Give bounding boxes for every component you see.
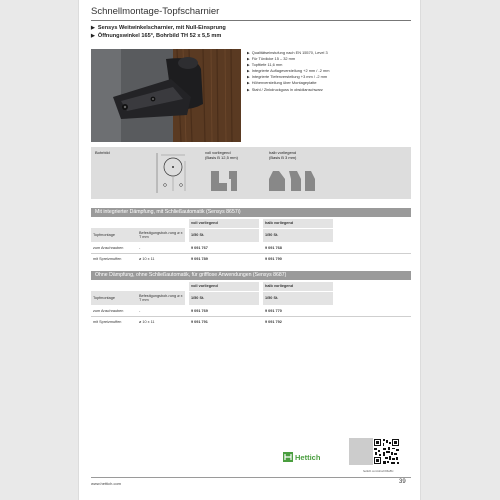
row-bohrung: - [137, 242, 185, 253]
feature-item: ▶ Höhenverstellung über Montageplatte [247, 80, 317, 86]
row-label: zum Anschrauben [91, 305, 137, 316]
article-number: 9 091 792 [263, 316, 333, 327]
section-heading-no-damping: Ohne Dämpfung, ohne Schließautomatik, für grifflose Anwendungen (Sensys 8687) [91, 271, 411, 280]
triangle-bullet-icon: ▶ [247, 75, 250, 80]
article-number: 9 091 769 [189, 305, 259, 316]
feature-item: ▶ Topftiefe 11,6 mm [247, 62, 283, 68]
row-bohrung: ø 10 x 11 [137, 316, 185, 327]
variant-voll-basis: (Basis B 12,5 mm) [205, 155, 238, 160]
row-bohrung: - [137, 305, 185, 316]
triangle-bullet-icon: ▶ [247, 69, 250, 74]
triangle-bullet-icon: ▶ [91, 33, 95, 39]
row-group-label: Topfmontage [91, 291, 137, 305]
variant-voll-title: voll vorliegend [205, 150, 231, 155]
product-table-no-damping [91, 282, 411, 327]
footer-rule [91, 477, 411, 478]
table-row [91, 316, 411, 327]
row-bohrung: ø 10 x 11 [137, 253, 185, 264]
triangle-bullet-icon: ▶ [247, 63, 250, 68]
article-number: 9 091 770 [263, 305, 333, 316]
row-label: mit Spreizmuffen [91, 253, 137, 264]
qr-url[interactable]: hettich.com/short/b5a5fc [363, 469, 394, 473]
variant-halb [269, 150, 296, 160]
title-rule [91, 20, 411, 21]
bohrbild-panel [91, 147, 411, 199]
qr-grey-tab [349, 438, 373, 465]
article-number: 9 091 768 [263, 242, 333, 253]
row-label: mit Spreizmuffen [91, 316, 137, 327]
subtitle-1: ▶ Sensys Weitwinkelscharnier, mit Null-Einsprung [91, 25, 226, 31]
qr-code-icon[interactable] [373, 438, 400, 465]
befestigung-header: Befestigungsboh-rung ø x T mm [137, 291, 185, 305]
bohrbild-label: Bohrbild [95, 150, 110, 155]
variant-voll [205, 150, 238, 160]
subtitle-2: ▶ Öffnungswinkel 165°, Bohrbild TH 52 x 5,5 mm [91, 33, 222, 39]
voll-vorliegend-diagram-icon [201, 167, 251, 195]
article-number: 9 091 789 [189, 253, 259, 264]
pack-halb: 1/50 St. [263, 228, 333, 242]
footer-url[interactable]: www.hettich.com [91, 481, 122, 486]
page-title: Schnellmontage-Topfscharnier [91, 6, 220, 17]
product-table-damping [91, 219, 411, 264]
pack-voll: 1/50 St. [189, 291, 259, 305]
page-number: 39 [399, 479, 406, 485]
table-row [91, 242, 411, 253]
feature-list [247, 50, 417, 93]
halb-vorliegend-diagram-icon [265, 167, 321, 195]
catalog-page [78, 0, 421, 500]
triangle-bullet-icon: ▶ [247, 81, 250, 86]
article-number: 9 091 790 [263, 253, 333, 264]
feature-item: ▶ Stahl / Zinkdruckguss in obsidianschwarz [247, 86, 323, 92]
section-heading-damping: Mit integrierter Dämpfung, mit Schließautomatik (Sensys 8657i) [91, 208, 411, 217]
triangle-bullet-icon: ▶ [247, 87, 250, 92]
article-number: 9 091 767 [189, 242, 259, 253]
triangle-bullet-icon: ▶ [247, 51, 250, 55]
feature-item: ▶ Für Türdicke 15 – 32 mm [247, 56, 296, 62]
col-voll-header: voll vorliegend [189, 282, 259, 291]
drilling-diagram-icon [151, 151, 195, 195]
col-halb-header: halb vorliegend [263, 282, 333, 291]
pack-voll: 1/50 St. [189, 228, 259, 242]
pack-halb: 1/50 St. [263, 291, 333, 305]
feature-item: ▶ Integrierte Auflageverstellung +2 mm / -2 mm [247, 68, 330, 74]
feature-item: ▶ Integrierte Tiefenverstellung +3 mm / -2 mm [247, 74, 328, 80]
col-voll-header: voll vorliegend [189, 219, 259, 228]
qr-block [349, 438, 411, 476]
triangle-bullet-icon: ▶ [247, 57, 250, 62]
row-group-label: Topfmontage [91, 228, 137, 242]
row-label: zum Anschrauben [91, 242, 137, 253]
befestigung-header: Befestigungsboh-rung ø x T mm [137, 228, 185, 242]
hettich-logo [283, 452, 337, 464]
hinge-photo [91, 49, 241, 142]
col-halb-header: halb vorliegend [263, 219, 333, 228]
feature-item: ▶ Qualitätseinstufung nach EN 15570, Level 3 [247, 50, 328, 55]
table-row [91, 305, 411, 316]
table-row [91, 253, 411, 264]
logo-text: Hettich [295, 453, 321, 462]
triangle-bullet-icon: ▶ [91, 25, 95, 31]
variant-halb-basis: (Basis B 3 mm) [269, 155, 297, 160]
variant-halb-title: halb vorliegend [269, 150, 297, 155]
article-number: 9 091 791 [189, 316, 259, 327]
